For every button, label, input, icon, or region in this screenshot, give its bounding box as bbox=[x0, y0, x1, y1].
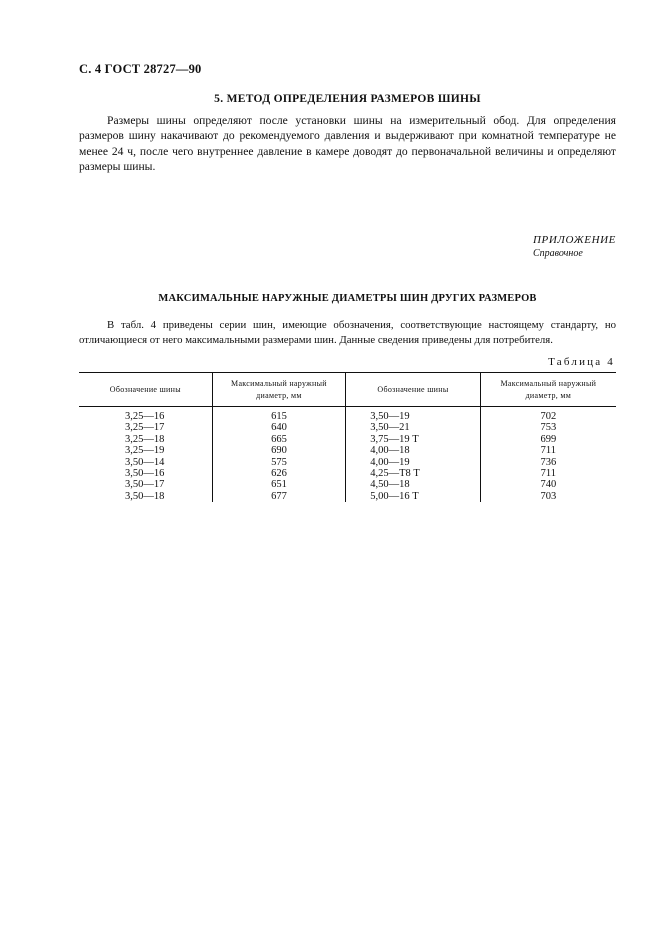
table-row bbox=[79, 445, 616, 456]
table-cell: 3,50—21 bbox=[346, 422, 480, 433]
table-cell: 677 bbox=[212, 491, 346, 502]
table-cell: 690 bbox=[212, 445, 346, 456]
table-cell: 3,25—16 bbox=[125, 411, 165, 422]
annex-paragraph bbox=[79, 318, 616, 348]
table-cell: 4,25—Т8 Т bbox=[346, 468, 480, 479]
table-row bbox=[79, 491, 616, 502]
table-cell: 4,50—18 bbox=[346, 479, 480, 490]
table-cell: 702 bbox=[480, 407, 616, 423]
table-header-cell: Максимальный наружный диаметр, мм bbox=[480, 373, 616, 407]
table-cell: 3,50—14 bbox=[125, 456, 165, 468]
table-cell: 711 bbox=[480, 445, 616, 456]
table-row bbox=[79, 434, 616, 445]
appendix-label: ПРИЛОЖЕНИЕ bbox=[533, 234, 616, 246]
table-header-cell: Максимальный наружный диаметр, мм bbox=[212, 373, 346, 407]
table-header-cell: Обозначение шины bbox=[346, 373, 480, 407]
table-row bbox=[79, 457, 616, 468]
table-cell: 665 bbox=[212, 434, 346, 445]
table-row bbox=[79, 468, 616, 479]
table-cell: 3,25—17 bbox=[125, 422, 165, 434]
table-row bbox=[79, 479, 616, 490]
table-row bbox=[79, 422, 616, 433]
table-cell: 740 bbox=[480, 479, 616, 490]
table-cell: 3,50—16 bbox=[125, 468, 165, 480]
table-cell: 3,50—18 bbox=[125, 490, 165, 502]
page-header: С. 4 ГОСТ 28727—90 bbox=[79, 62, 202, 76]
table-cell: 3,25—18 bbox=[125, 433, 165, 445]
table-cell: 3,75—19 Т bbox=[346, 434, 480, 445]
table-header-row bbox=[79, 373, 616, 407]
annex-paragraph-text: В табл. 4 приведены серии шин, имеющие обозначения, соответствующие настоящему стандарту, но отличающиеся от него максимальными размерами шин. Данные сведения приведены для потребителя. bbox=[79, 319, 616, 346]
section-paragraph-text: Размеры шины определяют после установки шины на измерительный обод. Для определения размеров шину накачивают до рекомендуемого давления и выдерживают при комнатной температуре не менее 24 ч, после чего внутреннее давление в камере доводят до первоначальной величины и определяют размеры шины. bbox=[79, 114, 616, 173]
table-cell: 575 bbox=[212, 457, 346, 468]
table-cell: 711 bbox=[480, 468, 616, 479]
table-cell: 640 bbox=[212, 422, 346, 433]
table-cell: 4,00—18 bbox=[346, 445, 480, 456]
table-cell: 699 bbox=[480, 434, 616, 445]
table-cell: 626 bbox=[212, 468, 346, 479]
annex-title: МАКСИМАЛЬНЫЕ НАРУЖНЫЕ ДИАМЕТРЫ ШИН ДРУГИХ РАЗМЕРОВ bbox=[158, 293, 537, 304]
table-cell: 3,50—19 bbox=[346, 407, 480, 423]
appendix-type: Справочное bbox=[533, 248, 583, 259]
table-cell: 703 bbox=[480, 491, 616, 502]
table-cell: 753 bbox=[480, 422, 616, 433]
table-cell: 736 bbox=[480, 457, 616, 468]
table-cell: 651 bbox=[212, 479, 346, 490]
table-cell: 3,50—17 bbox=[125, 479, 165, 491]
appendix-label-block bbox=[533, 234, 616, 260]
table-cell: 4,00—19 bbox=[346, 457, 480, 468]
table-caption: Таблица 4 bbox=[548, 356, 615, 368]
section-paragraph bbox=[79, 113, 616, 174]
table-cell: 615 bbox=[212, 407, 346, 423]
tire-diameter-table bbox=[79, 372, 616, 502]
table-cell: 3,25—19 bbox=[125, 445, 165, 457]
table-row bbox=[79, 407, 616, 423]
table-cell: 5,00—16 Т bbox=[346, 491, 480, 502]
table-header-cell: Обозначение шины bbox=[79, 373, 212, 407]
section-title: 5. МЕТОД ОПРЕДЕЛЕНИЯ РАЗМЕРОВ ШИНЫ bbox=[214, 93, 481, 105]
